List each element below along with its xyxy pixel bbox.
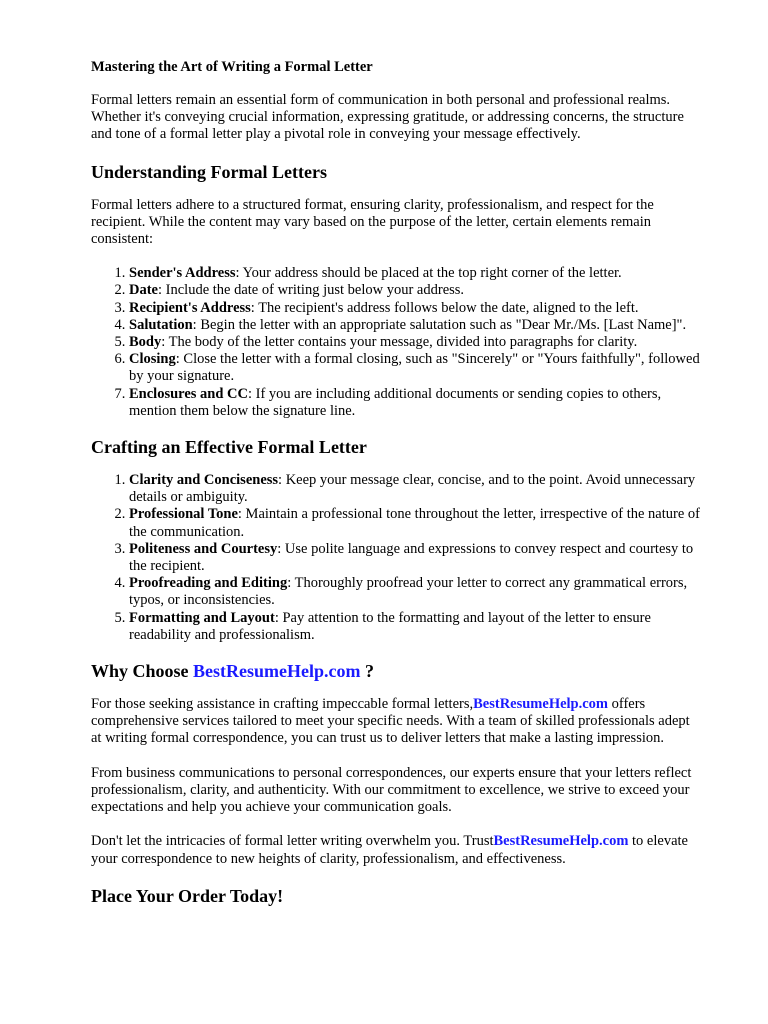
list-item-term: Salutation <box>129 316 193 333</box>
heading-prefix: Why Choose <box>91 661 194 682</box>
list-item <box>129 386 703 420</box>
document-title: Mastering the Art of Writing a Formal Letter <box>91 59 373 75</box>
crafting-tips-list <box>91 472 703 644</box>
list-item-text: : The recipient's address follows below the date, aligned to the left. <box>250 299 639 316</box>
list-item-term: Politeness and Courtesy <box>129 540 278 557</box>
list-item <box>129 265 703 282</box>
paragraph-text: offers comprehensive services tailored to meet your specific needs. With a team of skilled professionals adept at writing formal correspondence, you can trust us to deliver letters that make a lasting impression. <box>91 696 690 747</box>
list-item <box>129 575 703 609</box>
paragraph-text: to elevate your correspondence to new heights of clarity, professionalism, and effectiveness. <box>91 833 688 867</box>
list-item-text: : Begin the letter with an appropriate salutation such as "Dear Mr./Ms. [Last Name]". <box>192 316 687 333</box>
list-item-term: Date <box>129 282 158 299</box>
list-item-term: Formatting and Layout <box>129 609 275 626</box>
list-item-text: : Maintain a professional tone throughout the letter, irrespective of the nature of the communication. <box>129 506 700 540</box>
formal-letter-elements-list <box>91 265 703 420</box>
list-item-text: : Your address should be placed at the top right corner of the letter. <box>235 265 622 282</box>
list-item <box>129 351 703 385</box>
section-heading-crafting: Crafting an Effective Formal Letter <box>91 437 367 458</box>
list-item <box>129 282 703 299</box>
list-item-term: Sender's Address <box>129 265 236 282</box>
list-item <box>129 610 703 644</box>
bestresumehelp-link[interactable]: BestResumeHelp.com <box>493 833 629 850</box>
list-item-term: Recipient's Address <box>129 299 251 316</box>
list-item-term: Professional Tone <box>129 506 238 523</box>
paragraph-text: Don't let the intricacies of formal letter writing overwhelm you. Trust <box>91 833 494 850</box>
list-item <box>129 317 703 334</box>
paragraph-text: For those seeking assistance in crafting impeccable formal letters, <box>91 696 474 713</box>
list-item-term: Proofreading and Editing <box>129 575 288 592</box>
list-item-term: Clarity and Conciseness <box>129 472 279 489</box>
list-item <box>129 541 703 575</box>
list-item-text: : Keep your message clear, concise, and to the point. Avoid unnecessary details or ambiguity. <box>129 472 696 506</box>
list-item <box>129 472 703 506</box>
list-item-text: : Use polite language and expressions to convey respect and courtesy to the recipient. <box>129 540 694 575</box>
why-choose-paragraph-2: From business communications to personal correspondences, our experts ensure that your letters reflect professionalism, clarity, and authenticity. With our commitment to excellence, we strive to exceed your expectations and help you achieve your communication goals. <box>91 764 692 816</box>
bestresumehelp-heading-link[interactable]: BestResumeHelp.com <box>193 661 361 682</box>
list-item-text: : The body of the letter contains your message, divided into paragraphs for clarity. <box>161 334 638 351</box>
why-choose-paragraph-3 <box>91 833 703 867</box>
section-heading-understanding: Understanding Formal Letters <box>91 161 327 182</box>
list-item <box>129 334 703 351</box>
list-item-text: : Include the date of writing just below your address. <box>158 282 465 299</box>
list-item <box>129 300 703 317</box>
list-item-term: Enclosures and CC <box>129 385 248 402</box>
cta-heading: Place Your Order Today! <box>91 885 284 906</box>
why-choose-paragraph-1 <box>91 696 703 748</box>
list-item-term: Body <box>129 334 162 351</box>
document-page <box>91 58 703 921</box>
bestresumehelp-link[interactable]: BestResumeHelp.com <box>473 696 609 713</box>
understanding-paragraph: Formal letters adhere to a structured format, ensuring clarity, professionalism, and respect for the recipient. While the content may vary based on the purpose of the letter, certain elements remain consistent: <box>91 196 654 248</box>
section-heading-why-choose <box>91 660 703 682</box>
heading-suffix: ? <box>360 661 374 682</box>
list-item <box>129 506 703 540</box>
list-item-text: : Thoroughly proofread your letter to correct any grammatical errors, typos, or inconsistencies. <box>129 575 688 609</box>
intro-paragraph: Formal letters remain an essential form of communication in both personal and professional realms. Whether it's conveying crucial information, expressing gratitude, or addressing concerns, the structure and tone of a formal letter play a pivotal role in conveying your message effectively. <box>91 92 684 143</box>
list-item-text: : If you are including additional documents or sending copies to others, mention them below the signature line. <box>129 385 662 419</box>
list-item-text: : Pay attention to the formatting and layout of the letter to ensure readability and professionalism. <box>129 609 651 643</box>
list-item-term: Closing <box>129 351 176 368</box>
list-item-text: : Close the letter with a formal closing, such as "Sincerely" or "Yours faithfully", followed by your signature. <box>129 351 700 385</box>
